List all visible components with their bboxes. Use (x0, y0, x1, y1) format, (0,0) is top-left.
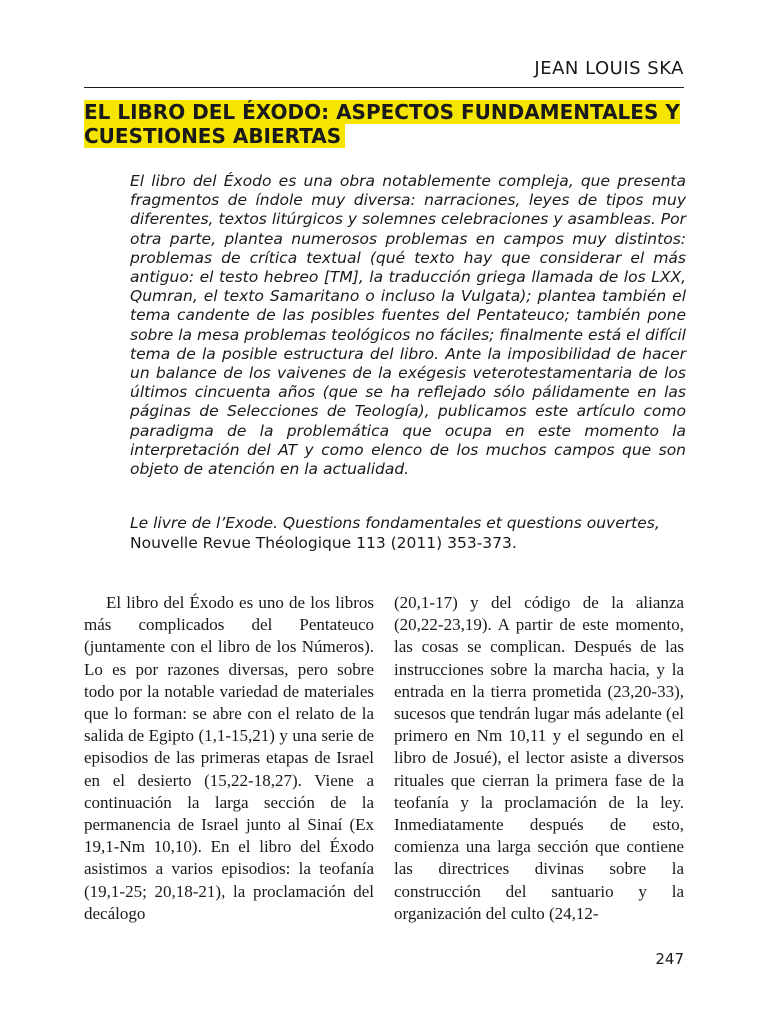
header-rule (84, 87, 684, 88)
body-columns (84, 592, 684, 925)
source-title: Le livre de l’Exode. Questions fondamentales et questions ouvertes, (130, 514, 660, 532)
body-column-right: (20,1-17) y del código de la alianza (20,22-23,19). A partir de este momento, las cosas se complican. Después de las instrucciones sobre la marcha hacia, y la entrada en la tierra prometida (23,20-33), sucesos que tendrán lugar más adelante (el primero en Nm 10,11 y el segundo en el libro de Josué), el lector asiste a diversos rituales que cierran la primera fase de la teofanía y la proclamación de la ley. Inmediatamente después de esto, comienza una larga sección que contiene las directrices divinas sobre la construcción del santuario y la organización del culto (24,12- (394, 593, 684, 923)
source-reference (130, 514, 686, 553)
article-abstract: El libro del Éxodo es una obra notablemente compleja, que presenta fragmentos de índole muy diversa: narraciones, leyes de tipos muy diferentes, textos litúrgicos y solemnes celebraciones y asambleas. Por otra parte, plantea numerosos problemas en campos muy distintos: problemas de crítica textual (qué texto hay que considerar el más antiguo: el testo hebreo [TM], la traducción griega llamada de los LXX, Qumran, el texto Samaritano o incluso la Vulgata); plantea también el tema candente de las posibles fuentes del Pentateuco; también pone sobre la mesa problemas teológicos no fáciles; finalmente está el difícil tema de la posible estructura del libro. Ante la imposibilidad de hacer un balance de los vaivenes de la exégesis veterotestamentaria de los últimos cincuenta años (que se ha reflejado sólo pálidamente en las páginas de Selecciones de Teología), publicamos este artículo como paradigma de la problemática que ocupa en este momento la interpretación del AT y como elenco de los muchos campos que son objeto de atención en la actualidad. (130, 172, 686, 479)
article-title (84, 100, 684, 148)
body-column-left: El libro del Éxodo es uno de los libros más complicados del Pentateuco (juntamente con el libro de los Números). Lo es por razones diversas, pero sobre todo por la notable variedad de materiales que lo forman: se abre con el relato de la salida de Egipto (1,1-15,21) y una serie de episodios de las primeras etapas de Israel en el desierto (15,22-18,27). Viene a continuación la larga sección de la permanencia de Israel junto al Sinaí (Ex 19,1-Nm 10,10). En el libro del Éxodo asistimos a varios episodios: la teofanía (19,1-25; 20,18-21), la proclamación del decálogo (84, 593, 374, 923)
article-title-text: EL LIBRO DEL ÉXODO: ASPECTOS FUNDAMENTALES Y CUESTIONES ABIERTAS (84, 100, 680, 148)
running-header-author: JEAN LOUIS SKA (534, 58, 684, 79)
page-number: 247 (655, 950, 684, 968)
source-citation: Nouvelle Revue Théologique 113 (2011) 353-373. (130, 533, 517, 552)
